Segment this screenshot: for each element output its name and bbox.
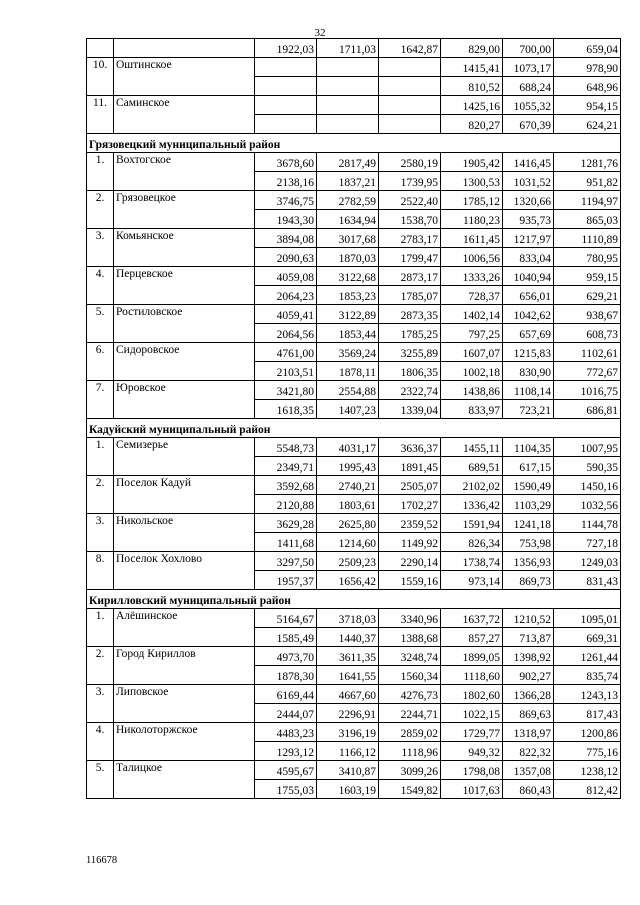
- value-cell: 951,82: [554, 172, 621, 191]
- value-cell: 4483,23: [255, 723, 317, 742]
- value-cell: [255, 58, 317, 77]
- value-cell: 826,34: [441, 533, 503, 552]
- value-cell: 1922,03: [255, 39, 317, 58]
- value-cell: 3297,50: [255, 552, 317, 571]
- value-cell: 1318,97: [503, 723, 554, 742]
- value-cell: 1415,41: [441, 58, 503, 77]
- value-cell: 1891,45: [379, 457, 441, 476]
- page-number: 32: [314, 27, 326, 39]
- settlement-name: Николоторжское: [114, 723, 255, 761]
- value-cell: 1300,53: [441, 172, 503, 191]
- document-code: 116678: [86, 855, 118, 866]
- index-cell: 3.: [87, 514, 114, 552]
- value-cell: 3099,26: [379, 761, 441, 780]
- value-cell: 1853,23: [317, 286, 379, 305]
- value-cell: 1398,92: [503, 647, 554, 666]
- value-cell: 1320,66: [503, 191, 554, 210]
- value-cell: 1591,94: [441, 514, 503, 533]
- value-cell: 1144,78: [554, 514, 621, 533]
- value-cell: 817,43: [554, 704, 621, 723]
- value-cell: 1585,49: [255, 628, 317, 647]
- index-cell: 2.: [87, 647, 114, 685]
- value-cell: 772,67: [554, 362, 621, 381]
- value-cell: 669,31: [554, 628, 621, 647]
- value-cell: 1249,03: [554, 552, 621, 571]
- value-cell: 1166,12: [317, 742, 379, 761]
- value-cell: 1333,26: [441, 267, 503, 286]
- settlement-name: Липовское: [114, 685, 255, 723]
- value-cell: 833,04: [503, 248, 554, 267]
- value-cell: 935,73: [503, 210, 554, 229]
- settlement-name: Никольское: [114, 514, 255, 552]
- value-cell: 2120,88: [255, 495, 317, 514]
- value-cell: 1118,96: [379, 742, 441, 761]
- value-cell: 3410,87: [317, 761, 379, 780]
- value-cell: 1738,74: [441, 552, 503, 571]
- value-cell: 1702,27: [379, 495, 441, 514]
- value-cell: 2349,71: [255, 457, 317, 476]
- value-cell: 1210,52: [503, 609, 554, 628]
- value-cell: 1357,08: [503, 761, 554, 780]
- table-row: [87, 647, 621, 666]
- district-header: Кирилловский муниципальный район: [87, 590, 621, 609]
- value-cell: 1878,11: [317, 362, 379, 381]
- value-cell: 657,69: [503, 324, 554, 343]
- value-cell: 1217,97: [503, 229, 554, 248]
- value-cell: 3894,08: [255, 229, 317, 248]
- value-cell: 2359,52: [379, 514, 441, 533]
- table-row: [87, 761, 621, 780]
- table-row: [87, 476, 621, 495]
- value-cell: 590,35: [554, 457, 621, 476]
- index-cell: 1.: [87, 438, 114, 476]
- value-cell: 1200,86: [554, 723, 621, 742]
- value-cell: 1238,12: [554, 761, 621, 780]
- value-cell: 3340,96: [379, 609, 441, 628]
- value-cell: 2522,40: [379, 191, 441, 210]
- value-cell: 4031,17: [317, 438, 379, 457]
- value-cell: 812,42: [554, 780, 621, 799]
- value-cell: 2580,19: [379, 153, 441, 172]
- table-row: [87, 58, 621, 77]
- value-cell: 830,90: [503, 362, 554, 381]
- value-cell: 1022,15: [441, 704, 503, 723]
- value-cell: [379, 115, 441, 134]
- value-cell: 1073,17: [503, 58, 554, 77]
- value-cell: 1611,45: [441, 229, 503, 248]
- table-row: [87, 153, 621, 172]
- table-row: [87, 343, 621, 362]
- value-cell: 1149,92: [379, 533, 441, 552]
- value-cell: 3248,74: [379, 647, 441, 666]
- value-cell: 1899,05: [441, 647, 503, 666]
- value-cell: 1241,18: [503, 514, 554, 533]
- value-cell: 2296,91: [317, 704, 379, 723]
- index-cell: 6.: [87, 343, 114, 381]
- settlement-name: Семизерье: [114, 438, 255, 476]
- value-cell: [379, 96, 441, 115]
- value-cell: 1642,87: [379, 39, 441, 58]
- value-cell: 869,63: [503, 704, 554, 723]
- value-cell: 1603,19: [317, 780, 379, 799]
- value-cell: 833,97: [441, 400, 503, 419]
- value-cell: 5164,67: [255, 609, 317, 628]
- name-cell: [114, 39, 255, 58]
- value-cell: 1803,61: [317, 495, 379, 514]
- index-cell: 2.: [87, 191, 114, 229]
- value-cell: 4973,70: [255, 647, 317, 666]
- value-cell: 1656,42: [317, 571, 379, 590]
- value-cell: 1336,42: [441, 495, 503, 514]
- value-cell: [255, 115, 317, 134]
- value-cell: 1837,21: [317, 172, 379, 191]
- value-cell: 1425,16: [441, 96, 503, 115]
- value-cell: 1853,44: [317, 324, 379, 343]
- value-cell: 2859,02: [379, 723, 441, 742]
- value-cell: 4595,67: [255, 761, 317, 780]
- value-cell: 1042,62: [503, 305, 554, 324]
- value-cell: 1339,04: [379, 400, 441, 419]
- value-cell: 973,14: [441, 571, 503, 590]
- value-cell: [379, 58, 441, 77]
- value-cell: 2509,23: [317, 552, 379, 571]
- value-cell: 1798,08: [441, 761, 503, 780]
- value-cell: 1214,60: [317, 533, 379, 552]
- index-cell: 1.: [87, 153, 114, 191]
- value-cell: 2102,02: [441, 476, 503, 495]
- value-cell: 1799,47: [379, 248, 441, 267]
- value-cell: 954,15: [554, 96, 621, 115]
- value-cell: 4059,08: [255, 267, 317, 286]
- value-cell: 1006,56: [441, 248, 503, 267]
- value-cell: 1739,95: [379, 172, 441, 191]
- value-cell: 648,96: [554, 77, 621, 96]
- value-cell: 1870,03: [317, 248, 379, 267]
- value-cell: 1118,60: [441, 666, 503, 685]
- settlement-name: Грязовецкое: [114, 191, 255, 229]
- value-cell: 3421,80: [255, 381, 317, 400]
- value-cell: 2554,88: [317, 381, 379, 400]
- index-cell: 3.: [87, 229, 114, 267]
- value-cell: 2090,63: [255, 248, 317, 267]
- value-cell: 1438,86: [441, 381, 503, 400]
- value-cell: 2290,14: [379, 552, 441, 571]
- value-cell: 949,32: [441, 742, 503, 761]
- table-row: [87, 609, 621, 628]
- value-cell: 835,74: [554, 666, 621, 685]
- district-header: Грязовецкий муниципальный район: [87, 134, 621, 153]
- settlement-name: Сидоровское: [114, 343, 255, 381]
- index-cell: 4.: [87, 723, 114, 761]
- tariff-table: [86, 38, 621, 799]
- value-cell: [317, 96, 379, 115]
- value-cell: 1016,75: [554, 381, 621, 400]
- value-cell: 617,15: [503, 457, 554, 476]
- table-row: [87, 552, 621, 571]
- value-cell: 1634,94: [317, 210, 379, 229]
- value-cell: 2740,21: [317, 476, 379, 495]
- value-cell: 3196,19: [317, 723, 379, 742]
- value-cell: 689,51: [441, 457, 503, 476]
- settlement-name: Юровское: [114, 381, 255, 419]
- value-cell: 797,25: [441, 324, 503, 343]
- value-cell: 3629,28: [255, 514, 317, 533]
- value-cell: 1407,23: [317, 400, 379, 419]
- table-row: [87, 191, 621, 210]
- value-cell: 2244,71: [379, 704, 441, 723]
- value-cell: 1040,94: [503, 267, 554, 286]
- value-cell: 4667,60: [317, 685, 379, 704]
- settlement-name: Вохтогское: [114, 153, 255, 191]
- value-cell: 5548,73: [255, 438, 317, 457]
- table-row: [87, 723, 621, 742]
- value-cell: 1416,45: [503, 153, 554, 172]
- value-cell: 608,73: [554, 324, 621, 343]
- value-cell: 1366,28: [503, 685, 554, 704]
- value-cell: 1637,72: [441, 609, 503, 628]
- table-row: [87, 229, 621, 248]
- value-cell: 978,90: [554, 58, 621, 77]
- value-cell: 1402,14: [441, 305, 503, 324]
- value-cell: 1455,11: [441, 438, 503, 457]
- value-cell: 829,00: [441, 39, 503, 58]
- value-cell: 1281,76: [554, 153, 621, 172]
- value-cell: 2873,17: [379, 267, 441, 286]
- value-cell: 938,67: [554, 305, 621, 324]
- table-row: [87, 305, 621, 324]
- value-cell: 959,15: [554, 267, 621, 286]
- value-cell: 686,81: [554, 400, 621, 419]
- index-cell: 5.: [87, 761, 114, 799]
- value-cell: 2817,49: [317, 153, 379, 172]
- value-cell: 2064,56: [255, 324, 317, 343]
- value-cell: 1002,18: [441, 362, 503, 381]
- value-cell: 1785,07: [379, 286, 441, 305]
- value-cell: 1215,83: [503, 343, 554, 362]
- value-cell: 1356,93: [503, 552, 554, 571]
- value-cell: 1388,68: [379, 628, 441, 647]
- value-cell: 2505,07: [379, 476, 441, 495]
- value-cell: 1104,35: [503, 438, 554, 457]
- value-cell: 857,27: [441, 628, 503, 647]
- settlement-name: Оштинское: [114, 58, 255, 96]
- settlement-name: Саминское: [114, 96, 255, 134]
- value-cell: 1560,34: [379, 666, 441, 685]
- value-cell: 860,43: [503, 780, 554, 799]
- index-cell: 10.: [87, 58, 114, 96]
- settlement-name: Поселок Кадуй: [114, 476, 255, 514]
- value-cell: 2103,51: [255, 362, 317, 381]
- value-cell: 656,01: [503, 286, 554, 305]
- table-row: [87, 514, 621, 533]
- value-cell: 3718,03: [317, 609, 379, 628]
- value-cell: 700,00: [503, 39, 554, 58]
- settlement-name: Талицкое: [114, 761, 255, 799]
- index-cell: 5.: [87, 305, 114, 343]
- value-cell: 902,27: [503, 666, 554, 685]
- value-cell: 659,04: [554, 39, 621, 58]
- value-cell: 3017,68: [317, 229, 379, 248]
- value-cell: 629,21: [554, 286, 621, 305]
- district-header-row: [87, 590, 621, 609]
- value-cell: 1785,12: [441, 191, 503, 210]
- value-cell: 831,43: [554, 571, 621, 590]
- value-cell: 1194,97: [554, 191, 621, 210]
- value-cell: 2873,35: [379, 305, 441, 324]
- value-cell: 3636,37: [379, 438, 441, 457]
- index-cell: 8.: [87, 552, 114, 590]
- value-cell: 3569,24: [317, 343, 379, 362]
- value-cell: 820,27: [441, 115, 503, 134]
- value-cell: 688,24: [503, 77, 554, 96]
- value-cell: 1261,44: [554, 647, 621, 666]
- value-cell: 1943,30: [255, 210, 317, 229]
- value-cell: 3122,89: [317, 305, 379, 324]
- settlement-name: Поселок Хохлово: [114, 552, 255, 590]
- index-cell: 3.: [87, 685, 114, 723]
- table-row: [87, 381, 621, 400]
- value-cell: 753,98: [503, 533, 554, 552]
- value-cell: 4059,41: [255, 305, 317, 324]
- value-cell: 2064,23: [255, 286, 317, 305]
- value-cell: 822,32: [503, 742, 554, 761]
- settlement-name: Город Кириллов: [114, 647, 255, 685]
- value-cell: 3611,35: [317, 647, 379, 666]
- value-cell: 1802,60: [441, 685, 503, 704]
- value-cell: 1549,82: [379, 780, 441, 799]
- value-cell: 1243,13: [554, 685, 621, 704]
- value-cell: 2138,16: [255, 172, 317, 191]
- value-cell: 1590,49: [503, 476, 554, 495]
- value-cell: [379, 77, 441, 96]
- table-row: [87, 96, 621, 115]
- value-cell: 865,03: [554, 210, 621, 229]
- settlement-name: Комьянское: [114, 229, 255, 267]
- value-cell: 3122,68: [317, 267, 379, 286]
- index-cell: 11.: [87, 96, 114, 134]
- index-cell: 7.: [87, 381, 114, 419]
- value-cell: 1785,25: [379, 324, 441, 343]
- value-cell: 1055,32: [503, 96, 554, 115]
- value-cell: 713,87: [503, 628, 554, 647]
- value-cell: 2783,17: [379, 229, 441, 248]
- value-cell: 1538,70: [379, 210, 441, 229]
- value-cell: 624,21: [554, 115, 621, 134]
- value-cell: 1450,16: [554, 476, 621, 495]
- district-header: Кадуйский муниципальный район: [87, 419, 621, 438]
- value-cell: 1180,23: [441, 210, 503, 229]
- value-cell: 1108,14: [503, 381, 554, 400]
- value-cell: 1103,29: [503, 495, 554, 514]
- value-cell: 1607,07: [441, 343, 503, 362]
- value-cell: 1559,16: [379, 571, 441, 590]
- table-row: [87, 685, 621, 704]
- value-cell: 2322,74: [379, 381, 441, 400]
- value-cell: 1095,01: [554, 609, 621, 628]
- settlement-name: Перцевское: [114, 267, 255, 305]
- settlement-name: Ростиловское: [114, 305, 255, 343]
- value-cell: 1102,61: [554, 343, 621, 362]
- value-cell: 2625,80: [317, 514, 379, 533]
- value-cell: 4276,73: [379, 685, 441, 704]
- value-cell: 1618,35: [255, 400, 317, 419]
- index-cell: 2.: [87, 476, 114, 514]
- value-cell: 1007,95: [554, 438, 621, 457]
- value-cell: 810,52: [441, 77, 503, 96]
- value-cell: 727,18: [554, 533, 621, 552]
- table-row: [87, 438, 621, 457]
- value-cell: 1017,63: [441, 780, 503, 799]
- value-cell: 1957,37: [255, 571, 317, 590]
- table-row: [87, 267, 621, 286]
- district-header-row: [87, 134, 621, 153]
- value-cell: 1641,55: [317, 666, 379, 685]
- value-cell: 1293,12: [255, 742, 317, 761]
- value-cell: 1440,37: [317, 628, 379, 647]
- index-cell: 1.: [87, 609, 114, 647]
- value-cell: 1878,30: [255, 666, 317, 685]
- value-cell: 869,73: [503, 571, 554, 590]
- value-cell: 1755,03: [255, 780, 317, 799]
- index-cell: 4.: [87, 267, 114, 305]
- index-cell: [87, 39, 114, 58]
- value-cell: 4761,00: [255, 343, 317, 362]
- value-cell: 1806,35: [379, 362, 441, 381]
- value-cell: 670,39: [503, 115, 554, 134]
- value-cell: [317, 77, 379, 96]
- value-cell: 775,16: [554, 742, 621, 761]
- value-cell: 1995,43: [317, 457, 379, 476]
- value-cell: [255, 96, 317, 115]
- value-cell: 6169,44: [255, 685, 317, 704]
- district-header-row: [87, 419, 621, 438]
- value-cell: 3746,75: [255, 191, 317, 210]
- value-cell: 1411,68: [255, 533, 317, 552]
- value-cell: 1032,56: [554, 495, 621, 514]
- value-cell: 1110,89: [554, 229, 621, 248]
- value-cell: [255, 77, 317, 96]
- value-cell: 1729,77: [441, 723, 503, 742]
- value-cell: [317, 115, 379, 134]
- value-cell: [317, 58, 379, 77]
- value-cell: 2444,07: [255, 704, 317, 723]
- value-cell: 2782,59: [317, 191, 379, 210]
- table-row: [87, 39, 621, 58]
- value-cell: 3255,89: [379, 343, 441, 362]
- value-cell: 728,37: [441, 286, 503, 305]
- value-cell: 3678,60: [255, 153, 317, 172]
- value-cell: 723,21: [503, 400, 554, 419]
- value-cell: 1711,03: [317, 39, 379, 58]
- value-cell: 1905,42: [441, 153, 503, 172]
- value-cell: 1031,52: [503, 172, 554, 191]
- settlement-name: Алёшинское: [114, 609, 255, 647]
- value-cell: 780,95: [554, 248, 621, 267]
- value-cell: 3592,68: [255, 476, 317, 495]
